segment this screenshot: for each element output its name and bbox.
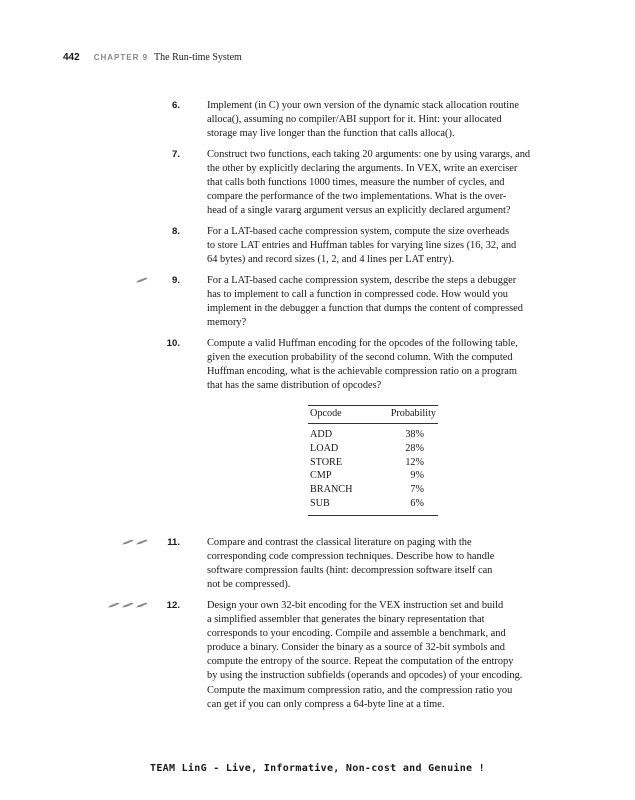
exercise-number: 10. [166, 338, 180, 349]
running-head [63, 52, 242, 63]
exercise-text [207, 99, 587, 141]
text-line: has to implement to call a function in compressed code. How would you [207, 289, 508, 301]
pencil-icon [108, 602, 120, 608]
text-line: by using the instruction subfields (operands and opcodes) of your encoding. [207, 670, 523, 682]
text-line: alloca(), assuming no compiler/ABI support for it. Hint: your allocated [207, 114, 502, 126]
chapter-label: CHAPTER 9 [93, 53, 149, 62]
exercise-text [207, 337, 587, 393]
text-line: For a LAT-based cache compression system, describe the steps a debugger [207, 275, 517, 286]
exercise-number: 11. [167, 537, 180, 548]
page-number: 442 [63, 52, 80, 63]
pencil-icon [136, 602, 148, 608]
table-row [308, 469, 438, 483]
table-header-row [308, 406, 438, 424]
text-line: Compare and contrast the classical literature on paging with the [207, 537, 472, 548]
table-row [308, 424, 438, 442]
opcode-cell: ADD [310, 429, 333, 440]
text-line: compute the entropy of the source. Repeat the computation of the entropy [207, 656, 514, 668]
text-line: that calls both functions 1000 times, measure the number of cycles, and [207, 177, 505, 189]
text-line: the other by explicitly declaring the arguments. In VEX, write an exerciser [207, 163, 518, 175]
difficulty-markers [136, 277, 148, 283]
text-line: Construct two functions, each taking 20 arguments: one by using varargs, and [207, 149, 531, 160]
exercise-text [207, 274, 587, 330]
difficulty-markers [108, 602, 148, 608]
exercise-text [207, 599, 587, 712]
probability-cell: 38% [405, 429, 424, 440]
probability-cell: 12% [405, 456, 424, 468]
text-line: 64 bytes) and record sizes (1, 2, and 4 lines per LAT entry). [207, 254, 455, 266]
text-line: to store LAT entries and Huffman tables for varying line sizes (16, 32, and [207, 240, 517, 252]
text-line: can get if you can only compress a 64-byte line at a time. [207, 698, 445, 710]
text-line: corresponds to your encoding. Compile and assemble a benchmark, and [207, 628, 506, 640]
text-line: Design your own 32-bit encoding for the VEX instruction set and build [207, 600, 504, 611]
text-line: head of a single vararg argument versus an explicitly declared argument? [207, 205, 511, 217]
pencil-icon [136, 539, 148, 545]
table-row [308, 456, 438, 470]
table-row [308, 442, 438, 456]
opcode-cell: BRANCH [310, 484, 353, 496]
column-header: Probability [382, 406, 438, 424]
exercise-number: 12. [166, 600, 180, 611]
difficulty-markers [122, 539, 148, 545]
exercise-text [207, 536, 587, 592]
exercise-number: 9. [171, 275, 180, 286]
pencil-icon [122, 602, 134, 608]
text-line: compare the performance of the two implementations. What is the over- [207, 191, 507, 203]
pencil-icon [136, 277, 148, 283]
opcode-cell: LOAD [310, 442, 339, 454]
exercise-number: 6. [171, 100, 180, 111]
column-header: Opcode [308, 406, 382, 424]
exercise-text [207, 148, 587, 218]
opcode-cell: CMP [310, 470, 332, 482]
text-line: given the execution probability of the second column. With the computed [207, 352, 513, 364]
text-line: that has the same distribution of opcodes? [207, 380, 382, 392]
text-line: Compute the maximum compression ratio, and the compression ratio you [207, 684, 513, 696]
opcode-cell: STORE [310, 456, 343, 468]
probability-cell: 9% [410, 470, 424, 482]
text-line: not be compressed). [207, 579, 291, 591]
probability-cell: 7% [410, 484, 424, 496]
text-line: Implement (in C) your own version of the dynamic stack allocation routine [207, 100, 519, 111]
probability-cell: 6% [382, 497, 438, 515]
probability-cell: 28% [405, 442, 424, 454]
text-line: storage may live longer than the function that calls alloca(). [207, 128, 455, 140]
opcode-cell: SUB [308, 497, 382, 515]
text-line: corresponding code compression techniques. Describe how to handle [207, 551, 495, 563]
text-line: For a LAT-based cache compression system, compute the size overheads [207, 226, 510, 237]
exercise-text [207, 225, 587, 267]
page-footer: TEAM LinG - Live, Informative, Non-cost and Genuine ! [150, 763, 485, 774]
exercise-number: 8. [171, 226, 180, 237]
text-line: software compression faults (hint: decompression software itself can [207, 565, 493, 577]
opcode-probability-table [308, 405, 438, 516]
text-line: Compute a valid Huffman encoding for the opcodes of the following table, [207, 338, 518, 349]
text-line: produce a binary. Consider the binary as a source of 32-bit symbols and [207, 642, 505, 654]
exercise-number: 7. [171, 149, 180, 160]
table-row [308, 497, 438, 515]
text-line: memory? [207, 317, 247, 329]
table-row [308, 483, 438, 497]
text-line: implement in the debugger a function that dumps the content of compressed [207, 303, 523, 315]
chapter-title: The Run-time System [154, 52, 242, 63]
text-line: Huffman encoding, what is the achievable compression ratio on a program [207, 366, 517, 378]
text-line: a simplified assembler that generates the binary representation that [207, 614, 485, 626]
pencil-icon [122, 539, 134, 545]
